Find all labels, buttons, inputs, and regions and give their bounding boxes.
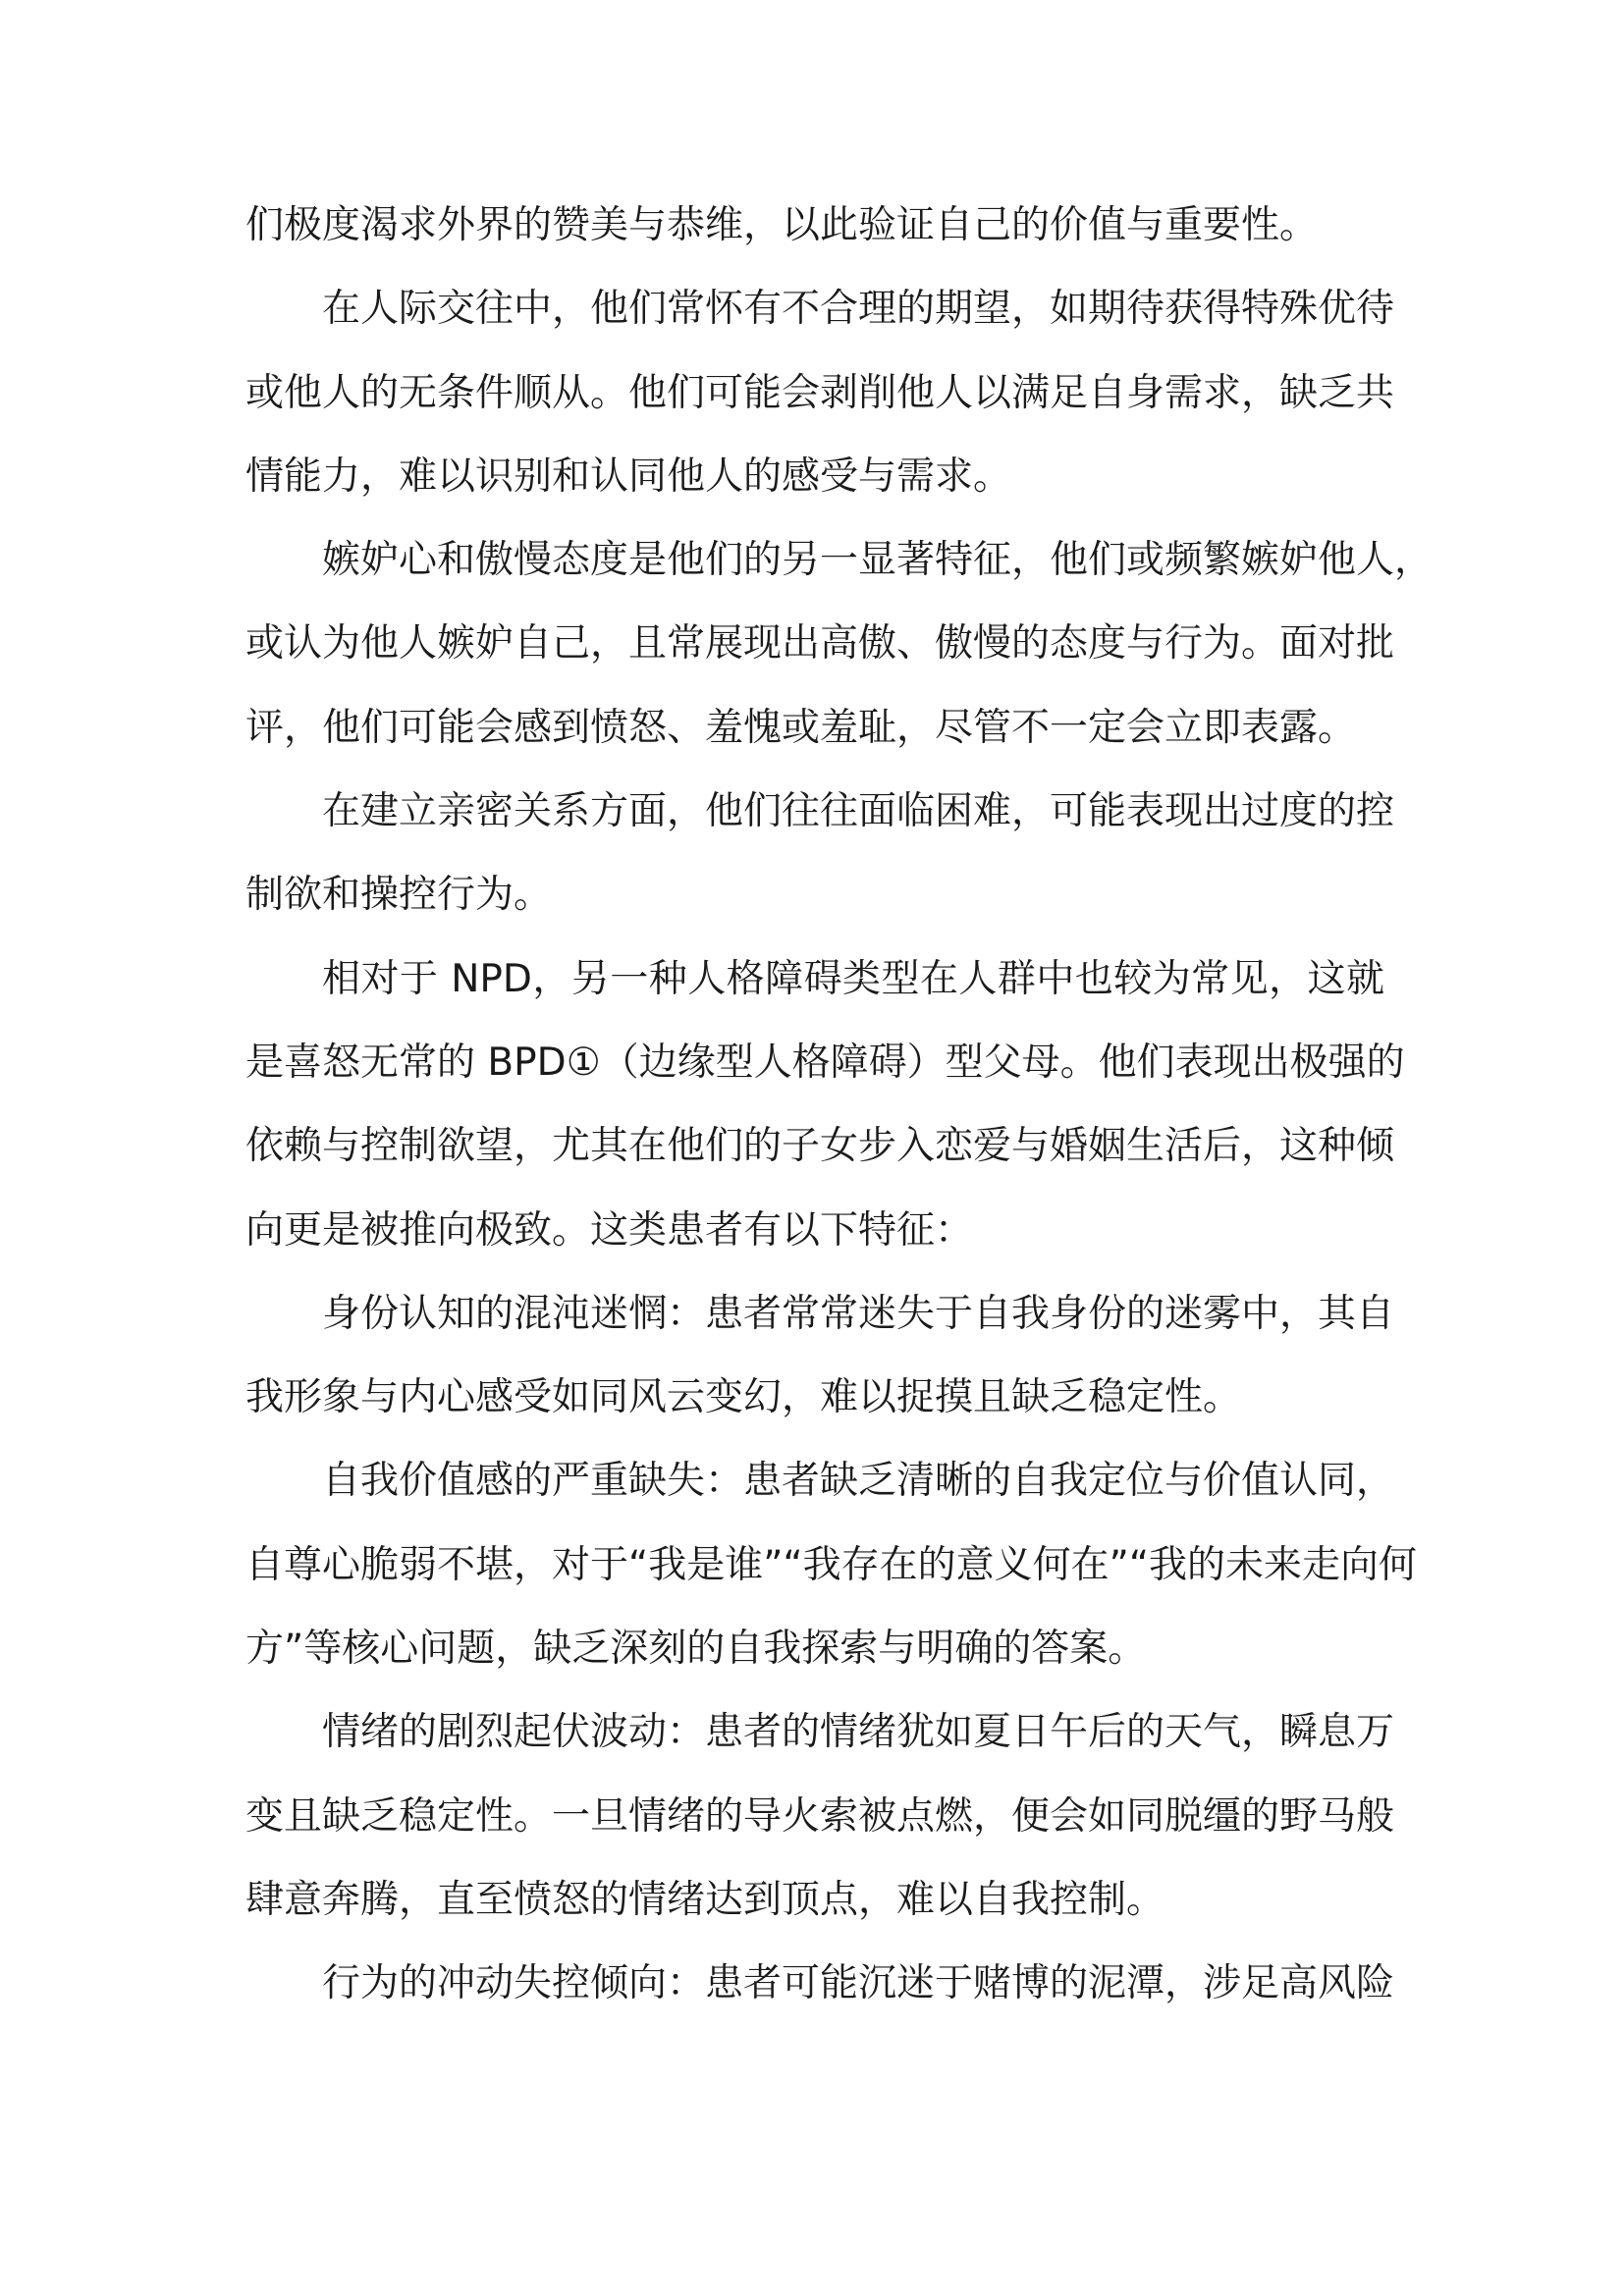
paragraph-6-line-2: 我形象与内心感受如同风云变幻，难以捉摸且缺乏稳定性。 xyxy=(245,1375,1242,1420)
paragraph-8-line-2: 变且缺乏稳定性。一旦情绪的导火索被点燃，便会如同脱缰的野马般 xyxy=(245,1793,1395,1839)
paragraph-4-line-1: 在建立亲密关系方面，他们往往面临困难，可能表现出过度的控 xyxy=(322,789,1395,834)
paragraph-6-line-1: 身份认知的混沌迷惘：患者常常迷失于自我身份的迷雾中，其自 xyxy=(322,1291,1395,1336)
paragraph-5-line-1: 相对于 NPD，另一种人格障碍类型在人群中也较为常见，这就 xyxy=(322,956,1384,1001)
paragraph-2-line-2: 或他人的无条件顺从。他们可能会剥削他人以满足自身需求，缺乏共 xyxy=(245,370,1395,415)
paragraph-9-line-1: 行为的冲动失控倾向：患者可能沉迷于赌博的泥潭，涉足高风险 xyxy=(322,1961,1395,2006)
paragraph-1-line-1: 们极度渴求外界的赞美与恭维，以此验证自己的价值与重要性。 xyxy=(245,203,1319,247)
paragraph-7-line-3: 方”等核心问题，缺乏深刻的自我探索与明确的答案。 xyxy=(245,1627,1147,1672)
paragraph-3-line-3: 评，他们可能会感到愤怒、羞愧或羞耻，尽管不一定会立即表露。 xyxy=(245,705,1357,750)
paragraph-3-line-2: 或认为他人嫉妒自己，且常展现出高傲、傲慢的态度与行为。面对批 xyxy=(245,621,1395,667)
paragraph-5-line-3: 依赖与控制欲望，尤其在他们的子女步入恋爱与婚姻生活后，这种倾 xyxy=(245,1124,1395,1169)
paragraph-3-line-1: 嫉妒心和傲慢态度是他们的另一显著特征，他们或频繁嫉妒他人， xyxy=(322,538,1434,583)
paragraph-7-line-1: 自我价值感的严重缺失：患者缺乏清晰的自我定位与价值认同， xyxy=(322,1459,1395,1504)
paragraph-7-line-2: 自尊心脆弱不堪，对于“我是谁”“我存在的意义何在”“我的未来走向何 xyxy=(245,1542,1418,1587)
paragraph-5-line-4: 向更是被推向极致。这类患者有以下特征： xyxy=(245,1207,974,1253)
paragraph-2-line-1: 在人际交往中，他们常怀有不合理的期望，如期待获得特殊优待 xyxy=(322,287,1395,332)
document-page xyxy=(245,201,1434,2044)
paragraph-8-line-1: 情绪的剧烈起伏波动：患者的情绪犹如夏日午后的天气，瞬息万 xyxy=(322,1710,1395,1755)
paragraph-4-line-2: 制欲和操控行为。 xyxy=(245,873,553,918)
paragraph-5-line-2: 是喜怒无常的 BPD①（边缘型人格障碍）型父母。他们表现出极强的 xyxy=(245,1040,1405,1085)
paragraph-8-line-3: 肆意奔腾，直至愤怒的情绪达到顶点，难以自我控制。 xyxy=(245,1877,1165,1922)
paragraph-2-line-3: 情能力，难以识别和认同他人的感受与需求。 xyxy=(245,454,1012,499)
